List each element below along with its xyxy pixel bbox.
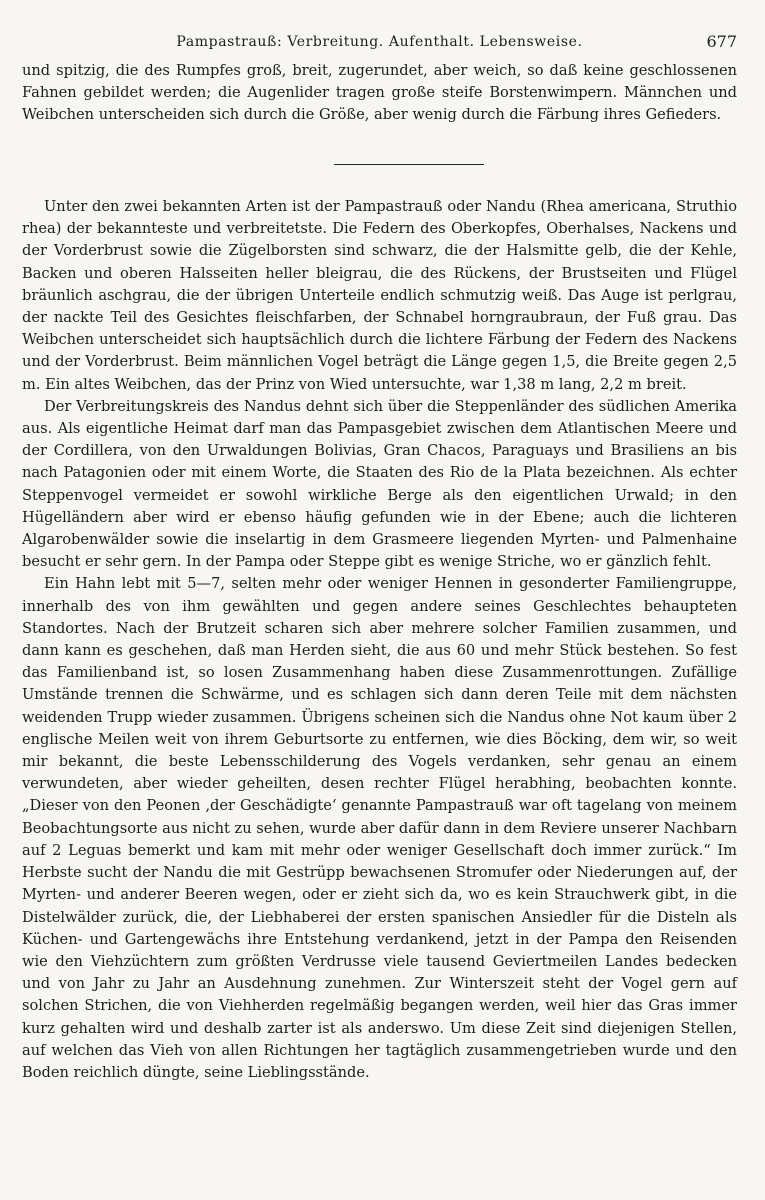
running-head (22, 32, 737, 56)
running-title: Pampastrauß: Verbreitung. Aufenthalt. Lebensweise. (176, 34, 583, 50)
page-number: 677 (706, 32, 737, 51)
main-text-block (22, 196, 737, 1084)
paragraph-species-description: Unter den zwei bekannten Arten ist der Pampastrauß oder Nandu (Rhea americana, Struthio rhea) der bekannteste und verbreitetste. Die Federn des Oberkopfes, Oberhalses, Nackens und der Vorderbrust sowie die Zügelborsten sind schwarz, die der Halsmitte gelb, die der Kehle, Backen und oberen Halsseiten heller bleigrau, die des Rückens, der Brustseiten und Flügel bräunlich aschgrau, die der übrigen Unterteile endlich schmutzig weiß. Das Auge ist perlgrau, der nackte Teil des Gesichtes fleischfarben, der Schnabel horngraubraun, der Fuß grau. Das Weibchen unterscheidet sich hauptsächlich durch die lichtere Färbung der Federn des Nackens und der Vorderbrust. Beim männlichen Vogel beträgt die Länge gegen 1,5, die Breite gegen 2,5 m. Ein altes Weibchen, das der Prinz von Wied untersuchte, war 1,38 m lang, 2,2 m breit. (22, 198, 737, 393)
section-divider (334, 164, 484, 165)
paragraph-behaviour: Ein Hahn lebt mit 5—7, selten mehr oder weniger Hennen in gesonderter Familiengruppe, innerhalb des von ihm gewählten und gegen andere seines Geschlechtes behaupteten Standortes. Nach der Brutzeit scharen sich aber mehrere solcher Familien zusammen, und dann kann es geschehen, daß man Herden sieht, die aus 60 und mehr Stück bestehen. So fest das Familienband ist, so losen Zusammenhang haben diese Zusammenrottungen. Zufällige Umstände trennen die Schwärme, und es schlagen sich dann deren Teile mit dem nächsten weidenden Trupp wieder zusammen. Übrigens scheinen sich die Nandus ohne Not kaum über 2 englische Meilen weit von ihrem Geburtsorte zu entfernen, wie dies Böcking, dem wir, so weit mir bekannt, die beste Lebensschilderung des Vogels verdanken, sehr genau an einem verwundeten, aber wieder geheilten, desen rechter Flügel herabhing, beobachten konnte. „Dieser von den Peonen ‚der Geschädigte‘ genannte Pampastrauß war oft tagelang von meinem Beobachtungsorte aus nicht zu sehen, wurde aber dafür dann in dem Reviere unserer Nachbarn auf 2 Leguas bemerkt und kam mit mehr oder weniger Gesellschaft doch immer zurück.“ Im Herbste sucht der Nandu die mit Gestrüpp bewachsenen Stromufer oder Niederungen auf, der Myrten- und anderer Beeren wegen, oder er zieht sich da, wo es kein Strauchwerk gibt, in die Distelwälder zurück, die, der Liebhaberei der ersten spanischen Ansiedler für die Disteln als Küchen- und Gartengewächs ihre Entstehung verdankend, jetzt in der Pampa den Reisenden wie den Viehzüchtern zum größten Verdrusse viele tausend Geviertmeilen Landes bedecken und von Jahr zu Jahr an Ausdehnung zunehmen. Zur Winterszeit steht der Vogel gern auf solchen Strichen, die von Viehherden regelmäßig begangen werden, weil hier das Gras immer kurz gehalten wird und deshalb zarter ist als anderswo. Um diese Zeit sind diejenigen Stellen, auf welchen das Vieh von allen Richtungen her tagtäglich zusammengetrieben wurde und den Boden reichlich düngte, seine Lieblingsstände. (22, 575, 738, 1081)
paragraph-distribution: Der Verbreitungskreis des Nandus dehnt sich über die Steppenländer des südlichen Amerika aus. Als eigentliche Heimat darf man das Pampasgebiet zwischen dem Atlantischen Meere und der Cordillera, von den Urwaldungen Bolivias, Gran Chacos, Paraguays und Brasiliens an bis nach Patagonien oder mit einem Worte, die Staaten des Rio de la Plata bezeichnen. Als echter Steppenvogel vermeidet er sowohl wirkliche Berge als den eigentlichen Urwald; in den Hügelländern aber wird er ebenso häufig gefunden wie in der Ebene; auch die lichteren Algarobenwälder sowie die inselartig in dem Grasmeere liegenden Myrten- und Palmenhaine besucht er sehr gern. In der Pampa oder Steppe gibt es wenige Striche, wo er gänzlich fehlt. (22, 397, 737, 571)
paragraph-continued: und spitzig, die des Rumpfes groß, breit, zugerundet, aber weich, so daß keine geschlossenen Fahnen gebildet werden; die Augenlider tragen große steife Borstenwimpern. Männchen und Weibchen unterscheiden sich durch die Größe, aber wenig durch die Färbung ihres Gefieders. (22, 62, 737, 124)
continued-paragraph-block (22, 60, 737, 127)
book-page (22, 0, 737, 1200)
